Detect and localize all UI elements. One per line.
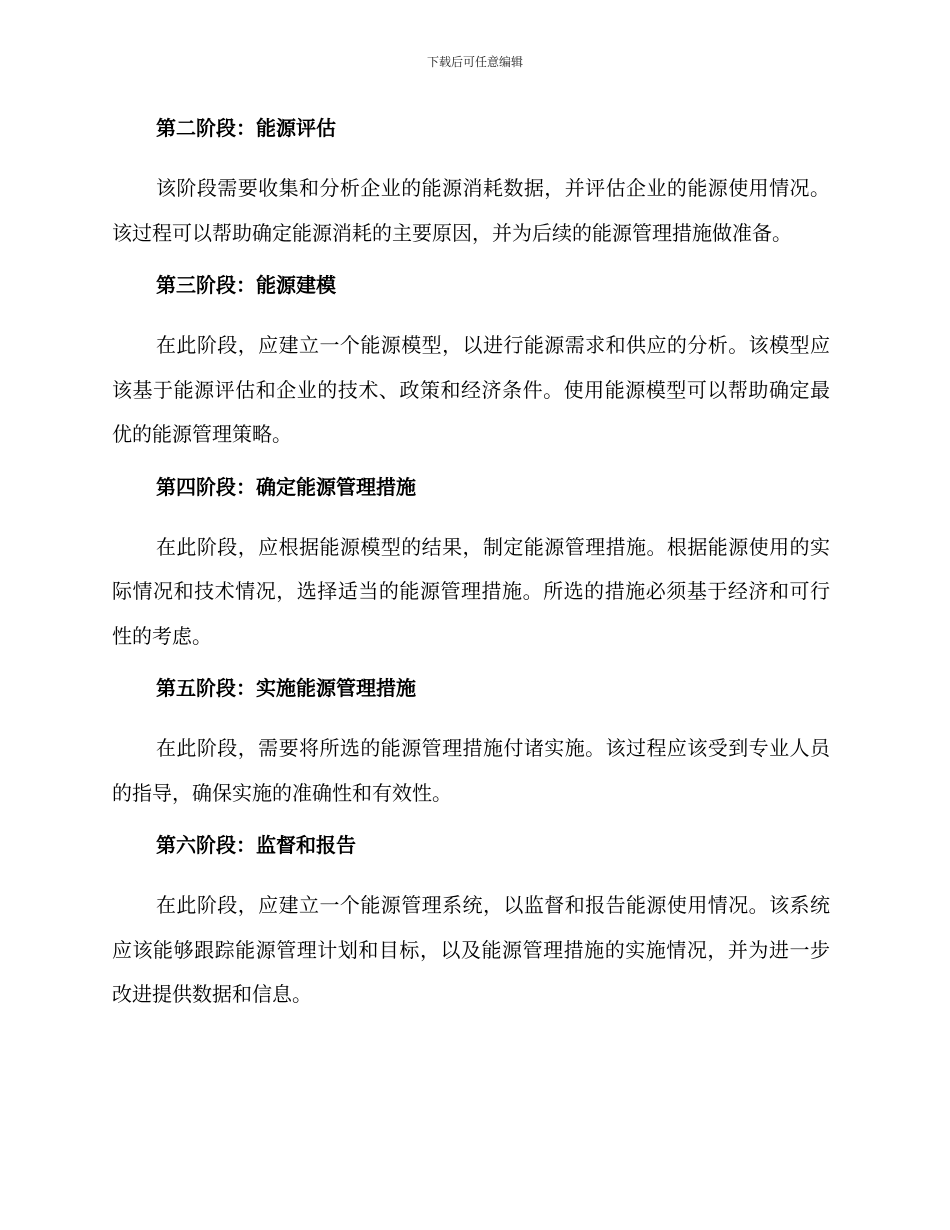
page-header: 下载后可任意编辑	[426, 55, 523, 69]
section-stage-4	[112, 471, 830, 659]
section-stage-3	[112, 269, 830, 457]
section-paragraph: 在此阶段，应建立一个能源模型，以进行能源需求和供应的分析。该模型应该基于能源评估和企业的技术、政策和经济条件。使用能源模型可以帮助确定最优的能源管理策略。	[112, 333, 830, 446]
section-stage-6	[112, 829, 830, 1017]
section-heading: 第二阶段：能源评估	[156, 116, 336, 140]
section-heading: 第三阶段：能源建模	[156, 273, 336, 297]
section-heading: 第五阶段：实施能源管理措施	[156, 676, 416, 700]
section-heading: 第四阶段：确定能源管理措施	[156, 474, 416, 499]
section-paragraph: 在此阶段，应建立一个能源管理系统，以监督和报告能源使用情况。该系统应该能够跟踪能源管理计划和目标，以及能源管理措施的实施情况，并为进一步改进提供数据和信息。	[112, 893, 830, 1006]
section-paragraph: 在此阶段，应根据能源模型的结果，制定能源管理措施。根据能源使用的实际情况和技术情况，选择适当的能源管理措施。所选的措施必须基于经济和可行性的考虑。	[112, 534, 830, 648]
section-paragraph: 在此阶段，需要将所选的能源管理措施付诸实施。该过程应该受到专业人员的指导，确保实施的准确性和有效性。	[112, 736, 830, 805]
section-paragraph: 该阶段需要收集和分析企业的能源消耗数据，并评估企业的能源使用情况。该过程可以帮助确定能源消耗的主要原因，并为后续的能源管理措施做准备。	[112, 176, 830, 245]
section-stage-5	[112, 672, 830, 815]
section-stage-2	[112, 112, 830, 255]
document-body	[112, 112, 830, 1031]
section-heading: 第六阶段：监督和报告	[156, 833, 356, 857]
